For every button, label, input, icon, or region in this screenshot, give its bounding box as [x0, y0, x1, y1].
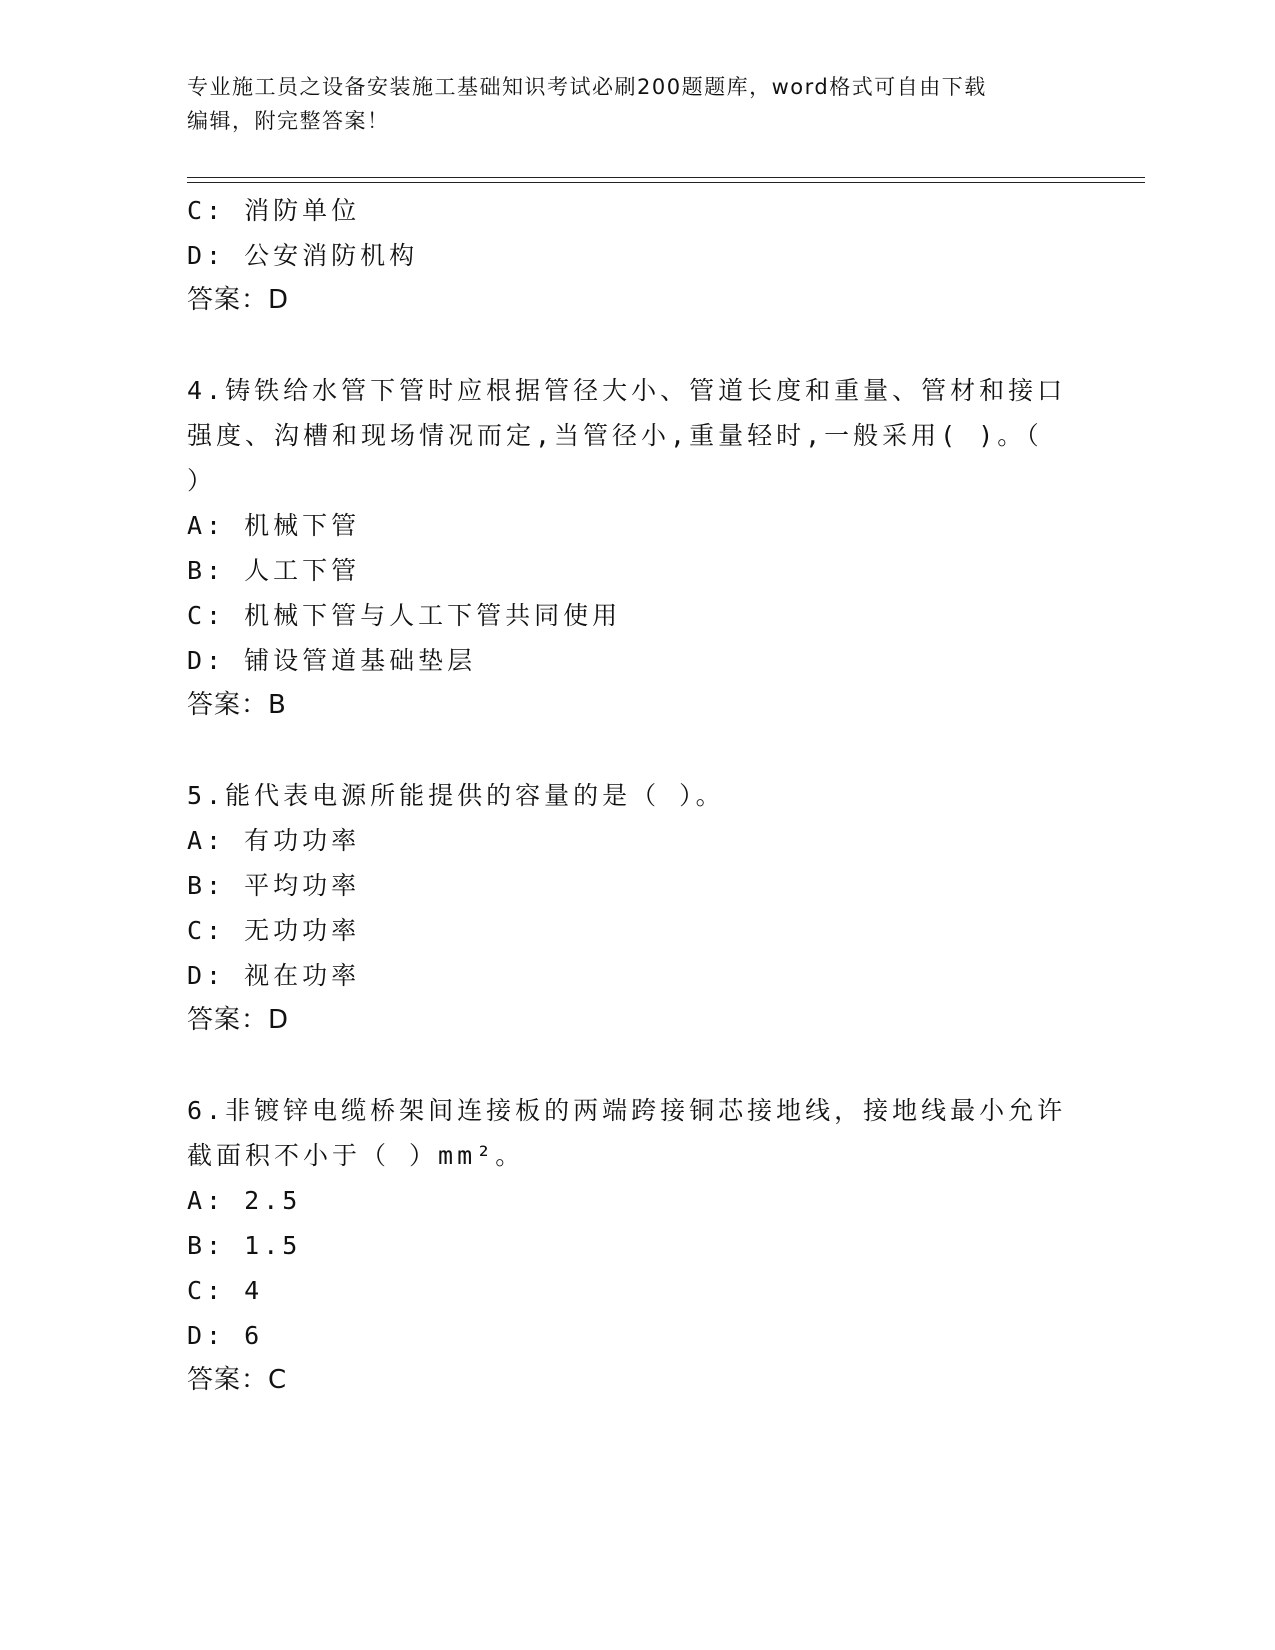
document-header [187, 70, 1087, 138]
header-title-line-1: 专业施工员之设备安装施工基础知识考试必刷200题题库，word格式可自由下载 [187, 75, 987, 99]
question-list [187, 188, 1067, 1403]
option-c: C: 机械下管与人工下管共同使用 [187, 601, 622, 630]
answer-line: 答案：B [187, 690, 287, 720]
header-divider-bottom [187, 182, 1145, 183]
option-c: C: 4 [187, 1276, 264, 1305]
answer-line: 答案：D [187, 1005, 290, 1035]
spacer [187, 728, 1067, 773]
question-stem-line-2: 强度、沟槽和现场情况而定,当管径小,重量轻时,一般采用( )。（ [187, 421, 1043, 450]
question-block-5 [187, 773, 1067, 1043]
question-stem-line-1: 6.非镀锌电缆桥架间连接板的两端跨接铜芯接地线，接地线最小允许 [187, 1096, 1067, 1125]
question-stem-line-2: 截面积不小于（ ）mm²。 [187, 1141, 525, 1170]
option-d: D: 视在功率 [187, 961, 361, 990]
spacer [187, 1043, 1067, 1088]
option-a: A: 有功功率 [187, 826, 361, 855]
option-a: A: 机械下管 [187, 511, 361, 540]
header-title-line-2: 编辑，附完整答案！ [187, 109, 390, 133]
question-block-4 [187, 368, 1067, 728]
option-b: B: 平均功率 [187, 871, 361, 900]
header-divider-top [187, 177, 1145, 178]
question-stem-line-1: 5.能代表电源所能提供的容量的是（ ）。 [187, 781, 725, 810]
option-c: C: 消防单位 [187, 196, 361, 225]
option-b: B: 人工下管 [187, 556, 361, 585]
option-c: C: 无功功率 [187, 916, 361, 945]
option-a: A: 2.5 [187, 1186, 302, 1215]
answer-line: 答案：C [187, 1365, 288, 1395]
option-d: D: 铺设管道基础垫层 [187, 646, 477, 675]
spacer [187, 323, 1067, 368]
option-b: B: 1.5 [187, 1231, 302, 1260]
question-stem-line-3: ） [187, 466, 217, 495]
answer-line: 答案：D [187, 285, 290, 315]
question-block-prev [187, 188, 1067, 323]
option-d: D: 公安消防机构 [187, 241, 419, 270]
question-stem-line-1: 4.铸铁给水管下管时应根据管径大小、管道长度和重量、管材和接口 [187, 376, 1067, 405]
option-d: D: 6 [187, 1321, 264, 1350]
question-block-6 [187, 1088, 1067, 1403]
